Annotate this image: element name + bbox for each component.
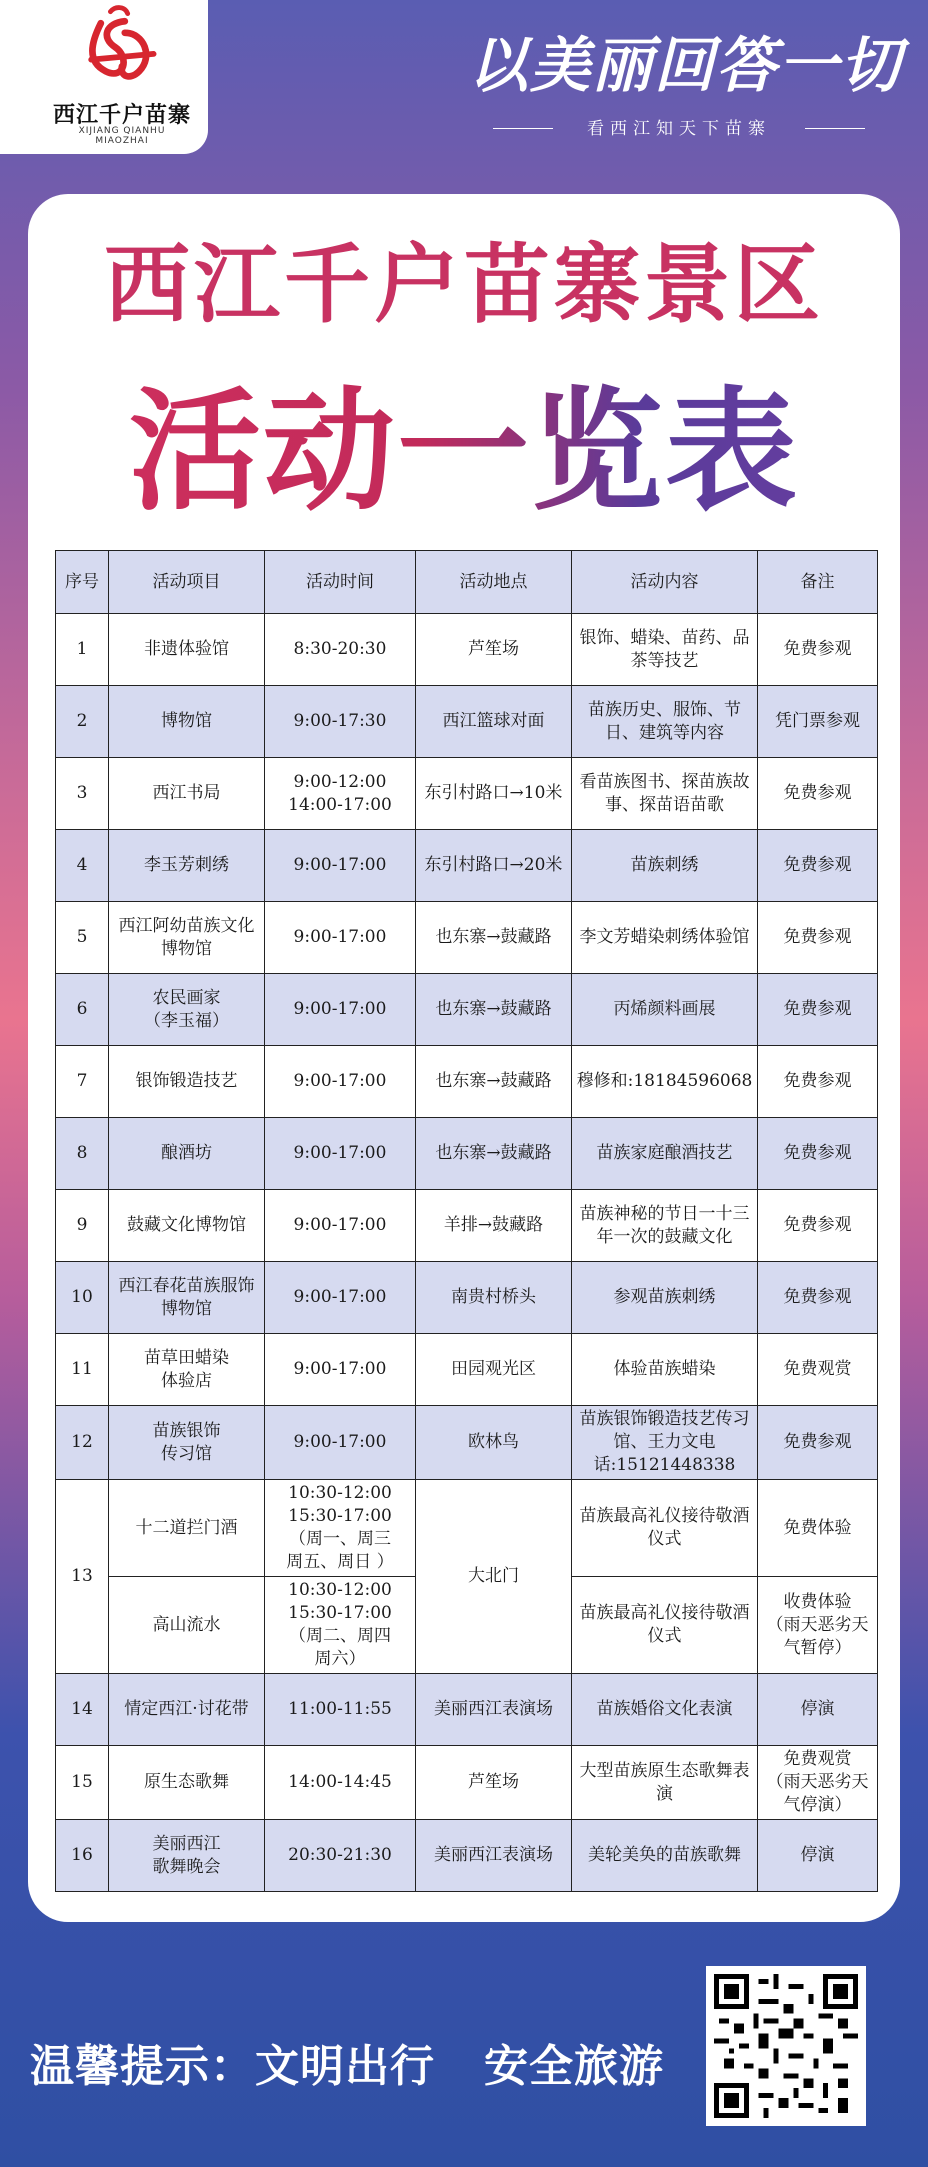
cell-content: 体验苗族蜡染: [572, 1334, 758, 1406]
cell-no: 5: [56, 902, 109, 974]
cell-no: 6: [56, 974, 109, 1046]
cell-time: 9:00-17:30: [265, 686, 416, 758]
logo-subtitle: XIJIANG QIANHU MIAOZHAI: [78, 126, 166, 146]
cell-place: 欧林鸟: [416, 1406, 572, 1480]
cell-no: 4: [56, 830, 109, 902]
cell-time: 9:00-17:00: [265, 1118, 416, 1190]
cell-note: 免费观赏: [758, 1334, 878, 1406]
table-row: [56, 1118, 878, 1190]
cell-content: 看苗族图书、探苗族故事、探苗语苗歌: [572, 758, 758, 830]
cell-time: 9:00-17:00: [265, 1262, 416, 1334]
cell-time: 20:30-21:30: [265, 1820, 416, 1892]
cell-item: 苗草田蜡染 体验店: [109, 1334, 265, 1406]
cell-no: 13: [56, 1480, 109, 1674]
cell-item: 情定西江·讨花带: [109, 1674, 265, 1746]
cell-content: 丙烯颜料画展: [572, 974, 758, 1046]
page-title: 西江千户苗寨景区: [104, 234, 824, 335]
cell-content: 苗族历史、服饰、节日、建筑等内容: [572, 686, 758, 758]
table-row: [56, 614, 878, 686]
cell-content: 苗族刺绣: [572, 830, 758, 902]
cell-place: 美丽西江表演场: [416, 1820, 572, 1892]
table-row: [56, 1190, 878, 1262]
table-row: [56, 758, 878, 830]
cell-place: 芦笙场: [416, 614, 572, 686]
tagline: 看西江知天下苗寨: [587, 119, 771, 139]
table-row: [56, 902, 878, 974]
cell-note: 免费参观: [758, 1406, 878, 1480]
cell-note: 免费观赏 （雨天恶劣天气停演）: [758, 1746, 878, 1820]
table-row: [56, 974, 878, 1046]
cell-time: 10:30-12:00 15:30-17:00 （周一、周三 周五、周日 ）: [265, 1480, 416, 1577]
cell-no: 10: [56, 1262, 109, 1334]
table-row: [56, 686, 878, 758]
tagline-row: [493, 114, 865, 144]
cell-time: 9:00-17:00: [265, 1190, 416, 1262]
cell-time: 9:00-12:00 14:00-17:00: [265, 758, 416, 830]
cell-item: 农民画家 （李玉福）: [109, 974, 265, 1046]
cell-content: 美轮美奂的苗族歌舞: [572, 1820, 758, 1892]
logo-panel: [0, 0, 208, 154]
cell-item: 西江春花苗族服饰博物馆: [109, 1262, 265, 1334]
cell-content: 银饰、蜡染、苗药、品茶等技艺: [572, 614, 758, 686]
cell-no: 14: [56, 1674, 109, 1746]
cell-time: 9:00-17:00: [265, 830, 416, 902]
cell-time: 8:30-20:30: [265, 614, 416, 686]
cell-no: 16: [56, 1820, 109, 1892]
cell-no: 15: [56, 1746, 109, 1820]
cell-no: 1: [56, 614, 109, 686]
cell-content: 大型苗族原生态歌舞表演: [572, 1746, 758, 1820]
cell-content: 苗族神秘的节日一十三年一次的鼓藏文化: [572, 1190, 758, 1262]
header-cell-place: 活动地点: [416, 551, 572, 614]
cell-note: 免费参观: [758, 830, 878, 902]
cell-note: 免费参观: [758, 1118, 878, 1190]
cell-note: 免费参观: [758, 1190, 878, 1262]
cell-note: 免费参观: [758, 1262, 878, 1334]
cell-item: 十二道拦门酒: [109, 1480, 265, 1577]
table-row: [56, 830, 878, 902]
cell-item: 西江阿幼苗族文化博物馆: [109, 902, 265, 974]
logo-icon: [72, 4, 168, 100]
cell-item: 银饰锻造技艺: [109, 1046, 265, 1118]
cell-item: 非遗体验馆: [109, 614, 265, 686]
cell-note: 免费参观: [758, 614, 878, 686]
cell-note: 免费参观: [758, 974, 878, 1046]
cell-place: 芦笙场: [416, 1746, 572, 1820]
table-row: [56, 1746, 878, 1820]
page-subtitle: 活动一览表: [28, 345, 900, 535]
cell-place: 也东寨→鼓藏路: [416, 902, 572, 974]
cell-content: 苗族婚俗文化表演: [572, 1674, 758, 1746]
cell-note: 免费体验: [758, 1480, 878, 1577]
cell-time: 9:00-17:00: [265, 1334, 416, 1406]
cell-place: 东引村路口→20米: [416, 830, 572, 902]
divider-right: [805, 128, 865, 129]
cell-place: 东引村路口→10米: [416, 758, 572, 830]
cell-item: 酿酒坊: [109, 1118, 265, 1190]
cell-note: 免费参观: [758, 758, 878, 830]
cell-note: 停演: [758, 1820, 878, 1892]
table-header-row: [56, 551, 878, 614]
cell-no: 9: [56, 1190, 109, 1262]
table-row: [56, 1480, 878, 1577]
cell-item: 美丽西江 歌舞晚会: [109, 1820, 265, 1892]
cell-note: 凭门票参观: [758, 686, 878, 758]
header-cell-no: 序号: [56, 551, 109, 614]
cell-item: 李玉芳刺绣: [109, 830, 265, 902]
footer-tip: 温馨提示：文明出行 安全旅游: [30, 2041, 664, 2092]
cell-place: 田园观光区: [416, 1334, 572, 1406]
cell-item: 鼓藏文化博物馆: [109, 1190, 265, 1262]
cell-note: 免费参观: [758, 902, 878, 974]
cell-item: 苗族银饰 传习馆: [109, 1406, 265, 1480]
cell-no: 7: [56, 1046, 109, 1118]
cell-place: 大北门: [416, 1480, 572, 1674]
cell-content: 苗族家庭酿酒技艺: [572, 1118, 758, 1190]
cell-time: 10:30-12:00 15:30-17:00 （周二、周四 周六）: [265, 1577, 416, 1674]
cell-content: 李文芳蜡染刺绣体验馆: [572, 902, 758, 974]
cell-place: 西江篮球对面: [416, 686, 572, 758]
header-cell-time: 活动时间: [265, 551, 416, 614]
header-cell-content: 活动内容: [572, 551, 758, 614]
cell-content: 穆修和:18184596068: [572, 1046, 758, 1118]
cell-item: 高山流水: [109, 1577, 265, 1674]
cell-item: 西江书局: [109, 758, 265, 830]
slogan: 以美丽回答一切: [468, 31, 902, 101]
table-row: [56, 1820, 878, 1892]
cell-note: 停演: [758, 1674, 878, 1746]
cell-time: 11:00-11:55: [265, 1674, 416, 1746]
cell-place: 也东寨→鼓藏路: [416, 1118, 572, 1190]
cell-no: 3: [56, 758, 109, 830]
cell-no: 8: [56, 1118, 109, 1190]
cell-no: 2: [56, 686, 109, 758]
header-cell-note: 备注: [758, 551, 878, 614]
cell-item: 原生态歌舞: [109, 1746, 265, 1820]
cell-no: 11: [56, 1334, 109, 1406]
cell-content: 参观苗族刺绣: [572, 1262, 758, 1334]
table-row: [56, 1046, 878, 1118]
cell-place: 也东寨→鼓藏路: [416, 1046, 572, 1118]
cell-time: 9:00-17:00: [265, 1406, 416, 1480]
table-row: [56, 1674, 878, 1746]
cell-time: 9:00-17:00: [265, 974, 416, 1046]
cell-content: 苗族最高礼仪接待敬酒仪式: [572, 1480, 758, 1577]
cell-time: 9:00-17:00: [265, 1046, 416, 1118]
cell-note: 收费体验 （雨天恶劣天气暂停）: [758, 1577, 878, 1674]
cell-place: 羊排→鼓藏路: [416, 1190, 572, 1262]
logo-text: 西江千户苗寨: [52, 103, 191, 128]
cell-note: 免费参观: [758, 1046, 878, 1118]
cell-item: 博物馆: [109, 686, 265, 758]
qr-code: [706, 1966, 866, 2126]
cell-time: 9:00-17:00: [265, 902, 416, 974]
table-row: [56, 1334, 878, 1406]
header-cell-item: 活动项目: [109, 551, 265, 614]
cell-place: 美丽西江表演场: [416, 1674, 572, 1746]
cell-content: 苗族银饰锻造技艺传习馆、王力文电话:15121448338: [572, 1406, 758, 1480]
cell-no: 12: [56, 1406, 109, 1480]
cell-place: 也东寨→鼓藏路: [416, 974, 572, 1046]
activity-table: [55, 550, 878, 1892]
cell-place: 南贵村桥头: [416, 1262, 572, 1334]
table-row: [56, 1262, 878, 1334]
table-row: [56, 1406, 878, 1480]
cell-time: 14:00-14:45: [265, 1746, 416, 1820]
cell-content: 苗族最高礼仪接待敬酒仪式: [572, 1577, 758, 1674]
